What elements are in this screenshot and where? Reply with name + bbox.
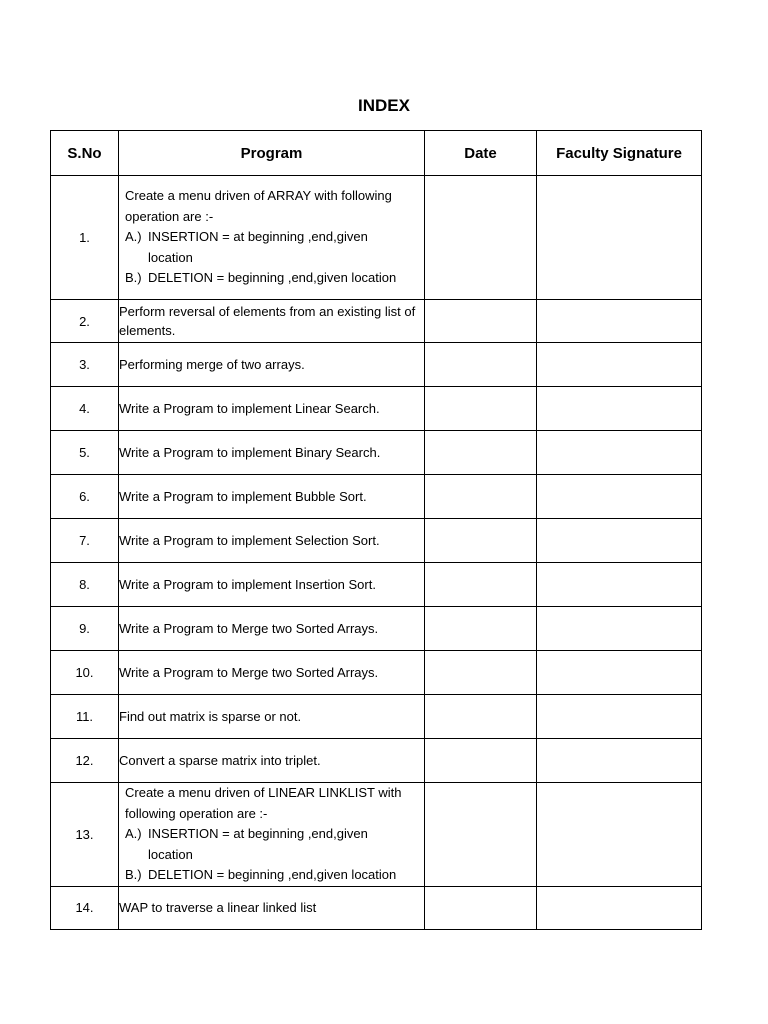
sub-item xyxy=(125,865,424,886)
date-cell xyxy=(425,475,537,519)
date-cell xyxy=(425,783,537,887)
signature-cell xyxy=(537,563,702,607)
sub-item xyxy=(125,824,424,865)
index-table xyxy=(50,130,702,930)
signature-cell xyxy=(537,475,702,519)
sub-item-text-line: INSERTION = at beginning ,end,given xyxy=(148,826,368,841)
signature-cell xyxy=(537,739,702,783)
table-row xyxy=(51,300,702,343)
program-intro-line: Create a menu driven of LINEAR LINKLIST with xyxy=(125,785,402,800)
signature-cell xyxy=(537,387,702,431)
sub-item-text-line: INSERTION = at beginning ,end,given xyxy=(148,229,368,245)
table-row xyxy=(51,886,702,929)
sub-item-text: DELETION = beginning ,end,given location xyxy=(148,270,397,286)
table-row xyxy=(51,387,702,431)
date-cell xyxy=(425,300,537,343)
date-cell xyxy=(425,343,537,387)
program-cell: Write a Program to Merge two Sorted Arrays. xyxy=(119,651,425,695)
table-row xyxy=(51,563,702,607)
date-cell xyxy=(425,176,537,300)
date-cell xyxy=(425,431,537,475)
table-row xyxy=(51,739,702,783)
signature-cell xyxy=(537,651,702,695)
table-row xyxy=(51,343,702,387)
signature-cell xyxy=(537,519,702,563)
sno-cell: 13. xyxy=(51,783,119,887)
menu-program-block xyxy=(119,783,424,886)
sub-item-text xyxy=(148,227,424,268)
sub-item-text: DELETION = beginning ,end,given location xyxy=(148,867,397,882)
signature-cell xyxy=(537,886,702,929)
sno-cell: 9. xyxy=(51,607,119,651)
sub-item-marker: B.) xyxy=(125,867,142,882)
sub-item xyxy=(125,227,424,268)
sub-item-text-line: location xyxy=(148,846,193,862)
sub-item xyxy=(125,268,424,289)
date-cell xyxy=(425,695,537,739)
program-cell: Write a Program to Merge two Sorted Arrays. xyxy=(119,607,425,651)
date-cell xyxy=(425,607,537,651)
program-cell: Write a Program to implement Insertion Sort. xyxy=(119,563,425,607)
table-row xyxy=(51,607,702,651)
date-cell xyxy=(425,651,537,695)
program-cell: Perform reversal of elements from an existing list of elements. xyxy=(119,300,425,343)
sno-cell: 1. xyxy=(51,176,119,300)
sub-item-marker: B.) xyxy=(125,270,142,286)
sno-cell: 11. xyxy=(51,695,119,739)
table-row xyxy=(51,176,702,300)
sno-cell: 14. xyxy=(51,886,119,929)
signature-cell xyxy=(537,176,702,300)
sno-cell: 10. xyxy=(51,651,119,695)
date-cell xyxy=(425,519,537,563)
date-cell xyxy=(425,739,537,783)
header-program: Program xyxy=(119,131,425,176)
sno-cell: 3. xyxy=(51,343,119,387)
signature-cell xyxy=(537,300,702,343)
program-cell xyxy=(119,783,425,887)
date-cell xyxy=(425,886,537,929)
program-cell: Write a Program to implement Linear Search. xyxy=(119,387,425,431)
program-cell: Performing merge of two arrays. xyxy=(119,343,425,387)
sno-cell: 6. xyxy=(51,475,119,519)
sno-cell: 12. xyxy=(51,739,119,783)
header-sno: S.No xyxy=(51,131,119,176)
page-title: INDEX xyxy=(358,96,410,115)
sno-cell: 7. xyxy=(51,519,119,563)
sub-item-text xyxy=(148,824,424,865)
table-row xyxy=(51,431,702,475)
header-date: Date xyxy=(425,131,537,176)
program-intro-line: Create a menu driven of ARRAY with following xyxy=(125,188,392,204)
program-cell: Write a Program to implement Binary Search. xyxy=(119,431,425,475)
table-row xyxy=(51,519,702,563)
program-intro-line: operation are :- xyxy=(125,208,214,224)
table-header-row xyxy=(51,131,702,176)
date-cell xyxy=(425,563,537,607)
signature-cell xyxy=(537,431,702,475)
program-cell: Write a Program to implement Selection Sort. xyxy=(119,519,425,563)
sno-cell: 8. xyxy=(51,563,119,607)
table-row xyxy=(51,783,702,887)
table-row xyxy=(51,475,702,519)
signature-cell xyxy=(537,783,702,887)
program-cell: WAP to traverse a linear linked list xyxy=(119,886,425,929)
header-faculty-signature: Faculty Signature xyxy=(537,131,702,176)
date-cell xyxy=(425,387,537,431)
sno-cell: 5. xyxy=(51,431,119,475)
signature-cell xyxy=(537,343,702,387)
table-row xyxy=(51,651,702,695)
sub-item-text-line: location xyxy=(148,249,193,265)
signature-cell xyxy=(537,695,702,739)
sno-cell: 4. xyxy=(51,387,119,431)
sub-item-marker: A.) xyxy=(125,826,142,841)
signature-cell xyxy=(537,607,702,651)
sno-cell: 2. xyxy=(51,300,119,343)
program-cell: Find out matrix is sparse or not. xyxy=(119,695,425,739)
table-row xyxy=(51,695,702,739)
program-cell: Write a Program to implement Bubble Sort. xyxy=(119,475,425,519)
sub-item-marker: A.) xyxy=(125,229,142,245)
program-cell: Convert a sparse matrix into triplet. xyxy=(119,739,425,783)
program-intro-line: following operation are :- xyxy=(125,805,268,821)
menu-program-block xyxy=(119,186,424,289)
program-cell xyxy=(119,176,425,300)
